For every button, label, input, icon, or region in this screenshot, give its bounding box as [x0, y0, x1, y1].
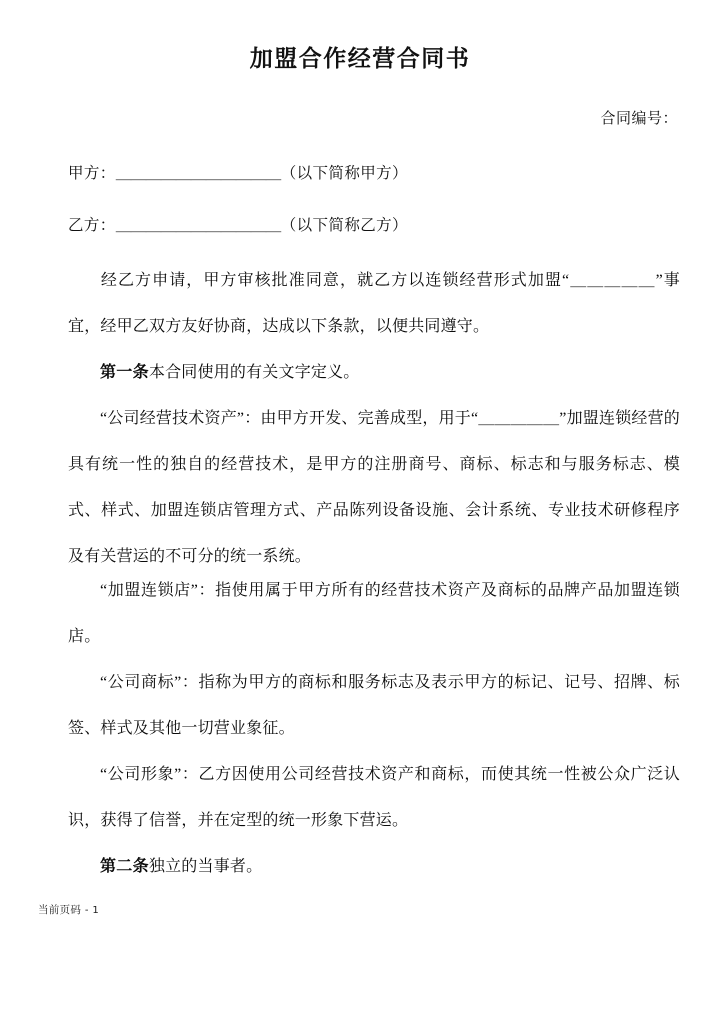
preamble-text: 经乙方申请，甲方审核批准同意，就乙方以连锁经营形式加盟“＿＿＿＿＿”事宜，经甲乙双方友好协商，达成以下条款，以便共同遵守。 [68, 272, 680, 335]
definition-assets-text: “公司经营技术资产”：由甲方开发、完善成型，用于“＿＿＿＿＿”加盟连锁经营的具有统一性的独自的经营技术，是甲方的注册商号、商标、标志和与服务标志、模式、样式、加盟连锁店管理方式、产品陈列设备设施、会计系统、专业技术研修程序及有关营运的不可分的统一系统。 [68, 410, 681, 565]
party-a-line [68, 161, 680, 185]
party-b-label: 乙方： [68, 216, 116, 234]
party-a-blank-field[interactable]: ＿＿＿＿＿＿＿＿＿＿＿ [115, 164, 281, 182]
definition-image-paragraph [68, 752, 680, 844]
clause-2-label: 第二条 [100, 858, 149, 875]
footer-page-number: 1 [92, 905, 100, 916]
clause-1-label: 第一条 [100, 364, 149, 381]
preamble-paragraph [68, 258, 680, 350]
party-b-line [68, 213, 680, 237]
clause-1-text: 本合同使用的有关文字定义。 [148, 364, 360, 381]
footer-separator: - [84, 905, 89, 916]
definition-assets-paragraph [68, 396, 680, 580]
party-b-blank-field[interactable]: ＿＿＿＿＿＿＿＿＿＿＿ [115, 216, 281, 234]
clause-2-paragraph [68, 844, 680, 890]
definition-trademark-paragraph [68, 660, 680, 752]
definition-store-text: “加盟连锁店”：指使用属于甲方所有的经营技术资产及商标的品牌产品加盟连锁店。 [68, 582, 680, 645]
definition-store-paragraph [68, 568, 680, 660]
party-b-suffix: （以下简称乙方） [280, 216, 408, 234]
contract-number-label: 合同编号： [600, 109, 678, 127]
definition-trademark-text: “公司商标”：指称为甲方的商标和服务标志及表示甲方的标记、记号、招牌、标签、样式及其他一切营业象征。 [68, 674, 680, 737]
clause-2-text: 独立的当事者。 [148, 858, 263, 875]
page-footer [38, 903, 99, 918]
page-title: 加盟合作经营合同书 [249, 46, 471, 71]
clause-1-paragraph [68, 350, 680, 396]
footer-label: 当前页码 [38, 904, 82, 916]
party-a-label: 甲方： [68, 164, 116, 182]
definition-image-text: “公司形象”：乙方因使用公司经营技术资产和商标，而使其统一性被公众广泛认识，获得了信誉，并在定型的统一形象下营运。 [68, 766, 680, 829]
party-a-suffix: （以下简称甲方） [280, 164, 408, 182]
